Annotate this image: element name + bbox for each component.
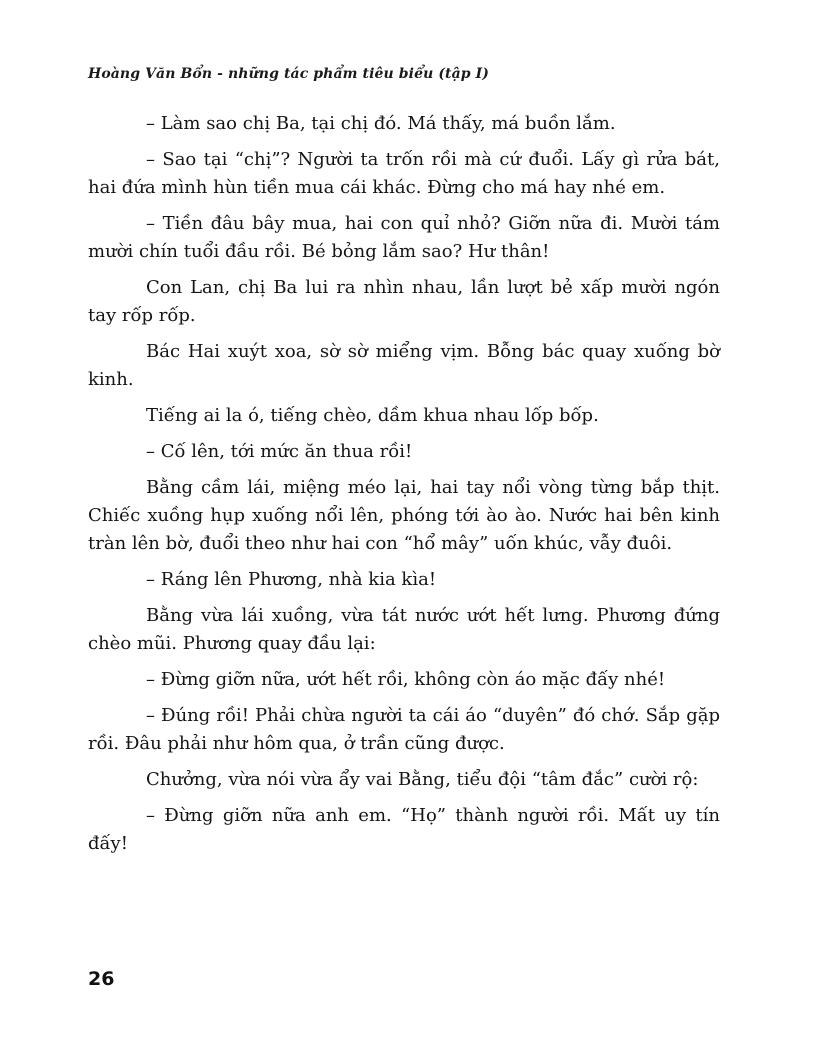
- running-header: Hoàng Văn Bổn - những tác phẩm tiêu biểu (tập I): [88, 66, 490, 82]
- paragraph-2: – Sao tại “chị”? Người ta trốn rồi mà cứ đuổi. Lấy gì rửa bát, hai đứa mình hùn tiền mua cái khác. Đừng cho má hay nhé em.: [88, 149, 720, 198]
- page-number: 26: [88, 968, 115, 990]
- paragraph-1: – Làm sao chị Ba, tại chị đó. Má thấy, má buồn lắm.: [146, 113, 616, 134]
- paragraph-4: Con Lan, chị Ba lui ra nhìn nhau, lần lượt bẻ xấp mười ngón tay rốp rốp.: [88, 277, 720, 326]
- paragraph-7: – Cố lên, tới mức ăn thua rồi!: [146, 441, 413, 462]
- paragraph-6: Tiếng ai la ó, tiếng chèo, dầm khua nhau lốp bốp.: [146, 405, 599, 426]
- paragraph-10: Bằng vừa lái xuồng, vừa tát nước ướt hết lưng. Phương đứng chèo mũi. Phương quay đầu lại:: [88, 605, 720, 654]
- page-body: [88, 110, 720, 866]
- paragraph-9: – Ráng lên Phương, nhà kia kìa!: [146, 569, 437, 590]
- paragraph-5: Bác Hai xuýt xoa, sờ sờ miểng vịm. Bỗng bác quay xuống bờ kinh.: [88, 341, 720, 390]
- paragraph-11: – Đừng giỡn nữa, ướt hết rồi, không còn áo mặc đấy nhé!: [146, 669, 666, 690]
- paragraph-13: Chưởng, vừa nói vừa ẩy vai Bằng, tiểu đội “tâm đắc” cười rộ:: [146, 769, 699, 790]
- paragraph-3: – Tiền đâu bây mua, hai con quỉ nhỏ? Giỡn nữa đi. Mười tám mười chín tuổi đầu rồi. Bé bỏng lắm sao? Hư thân!: [88, 213, 720, 262]
- paragraph-8: Bằng cầm lái, miệng méo lại, hai tay nổi vòng từng bắp thịt. Chiếc xuồng hụp xuống nổi lên, phóng tới ào ào. Nước hai bên kinh tràn lên bờ, đuổi theo như hai con “hổ mây” uốn khúc, vẫy đuôi.: [88, 477, 720, 554]
- paragraph-12: – Đúng rồi! Phải chừa người ta cái áo “duyên” đó chớ. Sắp gặp rồi. Đâu phải như hôm qua, ở trần cũng được.: [88, 705, 720, 754]
- paragraph-14: – Đừng giỡn nữa anh em. “Họ” thành người rồi. Mất uy tín đấy!: [88, 805, 720, 854]
